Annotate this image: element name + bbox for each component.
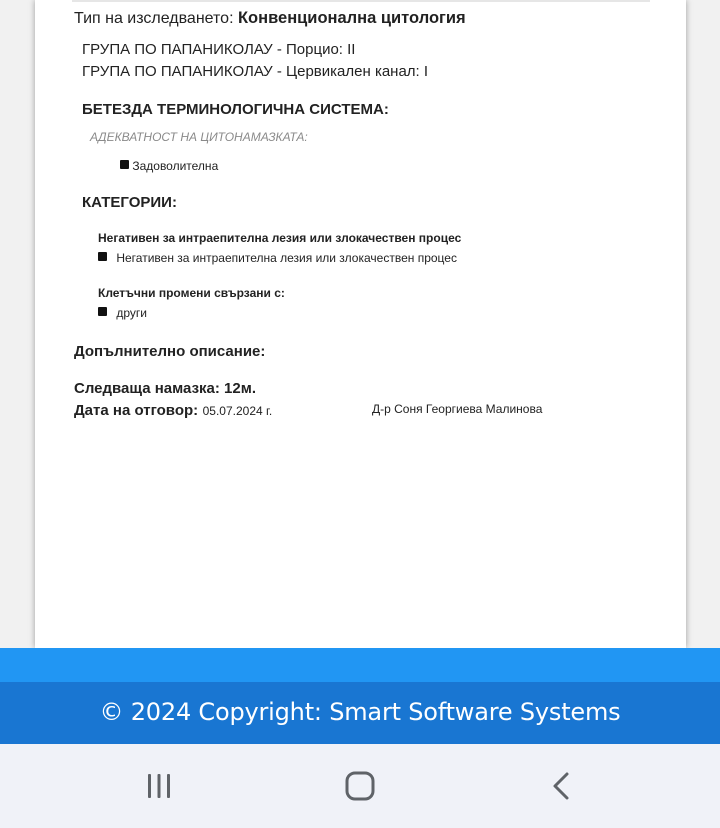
doctor-name: Д-р Соня Георгиева Малинова (372, 402, 543, 416)
response-date-row (74, 402, 272, 420)
adequacy-item (120, 159, 218, 173)
category1-title: Негативен за интраепителна лезия или злокачествен процес (98, 231, 462, 245)
category2-item (98, 306, 147, 320)
bullet-icon (120, 160, 129, 169)
category2-title: Клетъчни промени свързани с: (98, 286, 285, 300)
exam-type-row (74, 9, 466, 28)
adequacy-value: Задоволителна (132, 159, 219, 173)
report-paper (35, 0, 686, 648)
additional-description-label: Допълнително описание: (74, 343, 266, 360)
papanicolaou-portio: ГРУПА ПО ПАПАНИКОЛАУ - Порцио: II (82, 41, 356, 58)
home-button[interactable] (338, 764, 382, 808)
bullet-icon (98, 252, 107, 261)
exam-type-value: Конвенционална цитология (237, 9, 466, 27)
bullet-icon (98, 307, 107, 316)
next-smear-value: 12м. (224, 380, 256, 397)
bethesda-heading: БЕТЕЗДА ТЕРМИНОЛОГИЧНА СИСТЕМА: (82, 101, 389, 118)
response-date-label: Дата на отговор: (74, 402, 199, 419)
recent-apps-button[interactable] (137, 764, 181, 808)
adequacy-label: АДЕКВАТНОСТ НА ЦИТОНАМАЗКАТА: (90, 130, 308, 144)
response-date-value: 05.07.2024 г. (202, 404, 273, 418)
categories-heading: КАТЕГОРИИ: (82, 194, 177, 211)
footer-top-band (0, 648, 720, 682)
exam-type-label: Тип на изследването: (74, 10, 234, 27)
next-smear-row (74, 380, 256, 397)
recent-apps-icon (144, 771, 174, 801)
category1-item (98, 251, 457, 265)
category1-item-text: Негативен за интраепителна лезия или злокачествен процес (116, 251, 457, 265)
footer-copyright: © 2024 Copyright: Smart Software Systems (99, 698, 621, 726)
papanicolaou-cervical: ГРУПА ПО ПАПАНИКОЛАУ - Цервикален канал: I (82, 63, 429, 80)
category2-item-text: други (116, 306, 147, 320)
next-smear-label: Следваща намазка: (74, 380, 220, 397)
top-divider (72, 0, 650, 2)
back-icon (547, 771, 577, 801)
home-icon (344, 770, 376, 802)
back-button[interactable] (540, 764, 584, 808)
